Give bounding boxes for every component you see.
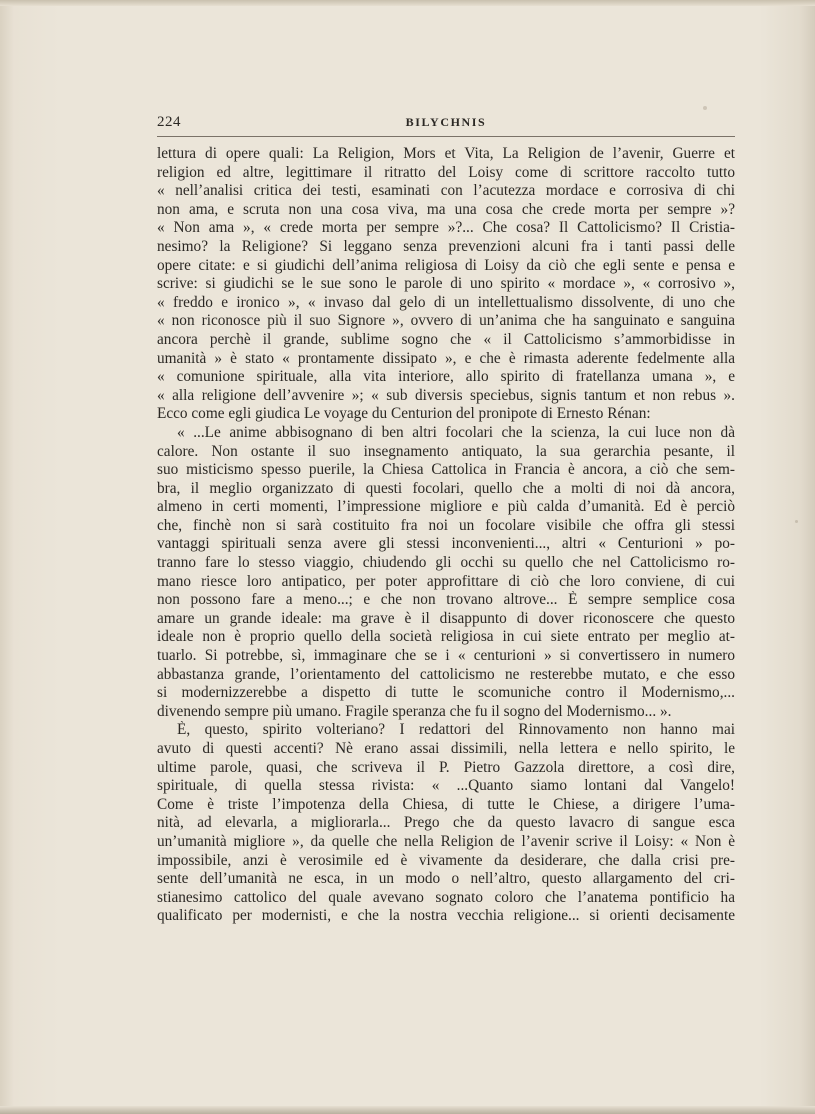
running-title: BILYCHNIS	[405, 115, 487, 129]
body-text	[157, 145, 735, 926]
text-line: religion ed altre, legittimare il ritratto del Loisy come di scrittore raccolto tutto	[157, 163, 735, 181]
text-line: « alla religione dell’avvenire »; « sub diversis speciebus, signis tantum et non rebus ».	[157, 386, 735, 404]
text-line: calore. Non ostante il suo insegnamento antiquato, la sua gerarchia pesante, il	[157, 442, 735, 460]
text-line: « non riconosce più il suo Signore », ovvero di un’anima che ha sanguinato e sanguina	[157, 312, 735, 330]
text-line: abbastanza grande, l’orientamento del cattolicismo ne resterebbe mutato, e che esso	[157, 665, 735, 683]
text-line: « Non ama », « crede morta per sempre »?... Che cosa? Il Cattolicismo? Il Cristia-	[157, 219, 735, 237]
text-line: non possono fare a meno...; e che non trovano altrove... È sempre semplice cosa	[157, 591, 735, 609]
text-line: divenendo sempre più umano. Fragile speranza che fu il sogno del Modernismo... ».	[157, 702, 672, 720]
page-number: 224	[157, 114, 181, 130]
text-line: tranno fare lo stesso viaggio, chiudendo gli occhi su quello che nel Cattolicismo ro-	[157, 554, 735, 572]
text-line: umanità » è stato « prontamente dissipato », e che è rimasta aderente fedelmente alla	[157, 349, 735, 367]
text-line: stianesimo cattolico del quale avevano sognato coloro che l’anatema pontificio ha	[157, 888, 735, 906]
text-line: che, finchè non si sarà costituito fra noi un focolare visibile che offra gli stessi	[157, 516, 735, 534]
text-line: Come è triste l’impotenza della Chiesa, di tutte le Chiese, a dirigere l’uma-	[157, 795, 735, 813]
text-line: « ...Le anime abbisognano di ben altri focolari che la scienza, la cui luce non dà	[177, 423, 735, 441]
text-line: nità, ad elevarla, a migliorarla... Prego che da questo lavacro di sangue esca	[157, 814, 735, 832]
text-line: bra, il meglio organizzato di questi focolari, quello che a molti di noi dà ancora,	[157, 479, 735, 497]
text-line: amare un grande ideale: ma grave è il disappunto di dover riconoscere che questo	[157, 609, 735, 627]
text-line: spirituale, di quella stessa rivista: « ...Quanto siamo lontani dal Vangelo!	[157, 777, 735, 795]
text-line: suo misticismo spesso puerile, la Chiesa Cattolica in Francia è ancora, a ciò che sem-	[157, 461, 735, 479]
text-line: lettura di opere quali: La Religion, Mors et Vita, La Religion de l’avenir, Guerre et	[157, 145, 735, 162]
text-line: qualificato per modernisti, e che la nostra vecchia religione... si orienti decisamente	[157, 907, 735, 925]
text-line: sente dell’umanità ne esca, in un modo o nell’altro, questo allargamento del cri-	[157, 870, 735, 888]
text-line: « comunione spirituale, alla vita interiore, allo spirito di fratellanza umana », e	[157, 368, 735, 386]
text-line: opere citate: e si giudichi dell’anima religiosa di Loisy da ciò che egli sente e pensa e	[157, 256, 735, 274]
page-top-edge	[0, 0, 815, 6]
text-line: tuarlo. Si potrebbe, sì, immaginare che se i « centurioni » si convertissero in numero	[157, 647, 735, 665]
text-line: « freddo e ironico », « invaso dal gelo di un intellettualismo dissolvente, di uno che	[157, 293, 735, 311]
text-line: impossibile, anzi è verosimile ed è vivamente da desiderare, che dalla crisi pre-	[157, 851, 735, 869]
text-line: un’umanità migliore », da quelle che nella Religion de l’avenir scrive il Loisy: « Non è	[157, 832, 735, 850]
text-line: almeno in certi momenti, l’impressione migliore e più calda d’umanità. Ed è perciò	[157, 498, 735, 516]
text-line: ultime parole, quasi, che scriveva il P. Pietro Gazzola direttore, a così dire,	[157, 758, 735, 776]
text-line: nesimo? la Religione? Si leggano senza prevenzioni alcuni fra i tanti passi delle	[157, 237, 735, 255]
text-line: Ecco come egli giudica Le voyage du Centurion del pronipote di Ernesto Rénan:	[157, 405, 651, 423]
text-line: non ama, e scruta non una cosa viva, ma una cosa che crede morta per sempre »?	[157, 200, 735, 218]
page-bottom-edge	[0, 1106, 815, 1114]
paper-spot	[703, 106, 707, 110]
header-rule	[157, 136, 735, 137]
text-line: È, questo, spirito volteriano? I redattori del Rinnovamento non hanno mai	[177, 721, 735, 739]
text-line: mano riesce loro antipatico, per poter approfittare di ciò che loro conviene, di cui	[157, 572, 735, 590]
page-header	[157, 114, 735, 136]
text-line: ancora perchè il grande, sublime sogno che « il Cattolicismo s’ammorbidisse in	[157, 330, 735, 348]
text-line: avuto di questi accenti? Nè erano assai dissimili, nella lettera e nello spirito, le	[157, 740, 735, 757]
text-line: vantaggi spirituali senza avere gli stessi inconvenienti..., altri « Centurioni » po-	[157, 535, 735, 553]
text-line: « nell’analisi critica dei testi, esaminati con l’acutezza mordace e corrosiva di chi	[157, 182, 735, 200]
text-line: ideale non è proprio quello della società religiosa in cui siete entrato per meglio at-	[157, 628, 735, 646]
text-line: si modernizzerebbe a dispetto di tutte le scomuniche contro il Modernismo,...	[157, 684, 735, 702]
text-line: scrive: si giudichi se le sue sono le parole di uno spirito « mordace », « corrosivo »,	[157, 275, 735, 293]
paper-spot	[795, 520, 798, 523]
